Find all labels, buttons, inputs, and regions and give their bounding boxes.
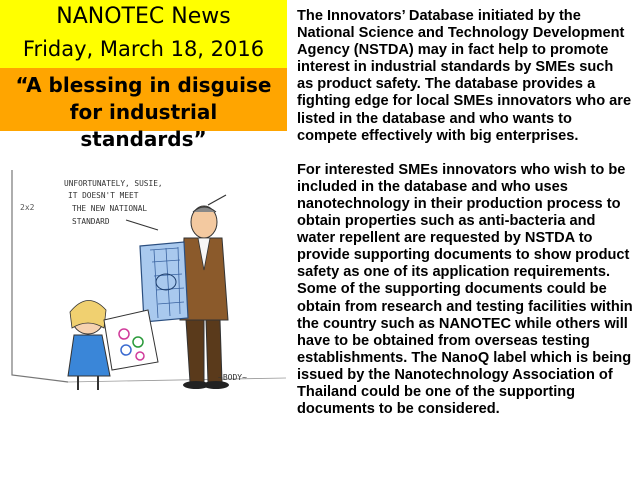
man-figure — [180, 195, 229, 389]
speech-line-2: IT DOESN'T MEET — [68, 191, 139, 200]
title-banner — [0, 0, 287, 68]
speech-text — [64, 179, 163, 226]
headline-banner — [0, 68, 287, 151]
child-drawing — [104, 310, 158, 370]
wall-corner-line — [12, 170, 68, 382]
issue-date: Friday, March 18, 2016 — [22, 37, 265, 61]
wall-mark: 2x2 — [20, 203, 35, 212]
girl-figure — [68, 300, 110, 390]
speech-line-1: UNFORTUNATELY, SUSIE, — [64, 179, 163, 188]
article-paragraph: For interested SMEs innovators who wish to be included in the database and who uses nanotechnology in their production process to obtain properties such as anti-bacteria and water repellent are requested by NSTDA to provide supporting documents to show product safety as one of its application requirements. Some of the supporting documents could be obtain from research and testing facilities within the country such as NANOTEC while others will have to be obtained from overseas testing establishments. The NanoQ label which is being issued by the Nanotechnology Association of Thailand could be one of the supporting documents to be considered. — [297, 161, 633, 418]
floor-line — [68, 378, 286, 382]
headline: “A blessing in disguise for industrial standards” — [15, 73, 272, 151]
artist-signature: ~BODY~ — [218, 373, 247, 382]
article-body — [297, 8, 633, 435]
speech-line-3: THE NEW NATIONAL — [72, 204, 148, 213]
speech-pointer — [126, 220, 158, 230]
article-paragraph: The Innovators’ Database initiated by the National Science and Technology Development Agency (NSTDA) may in fact help to promote interest in industrial standards by SMEs such as product safety. The database provides a fighting edge for local SMEs innovators who are listed in the database and who wants to compete effectively with big enterprises. — [297, 8, 632, 144]
newsletter-title: NANOTEC News — [56, 4, 231, 29]
cartoon-illustration — [8, 150, 286, 405]
speech-line-4: STANDARD — [72, 217, 110, 226]
girl-dress — [68, 335, 110, 376]
